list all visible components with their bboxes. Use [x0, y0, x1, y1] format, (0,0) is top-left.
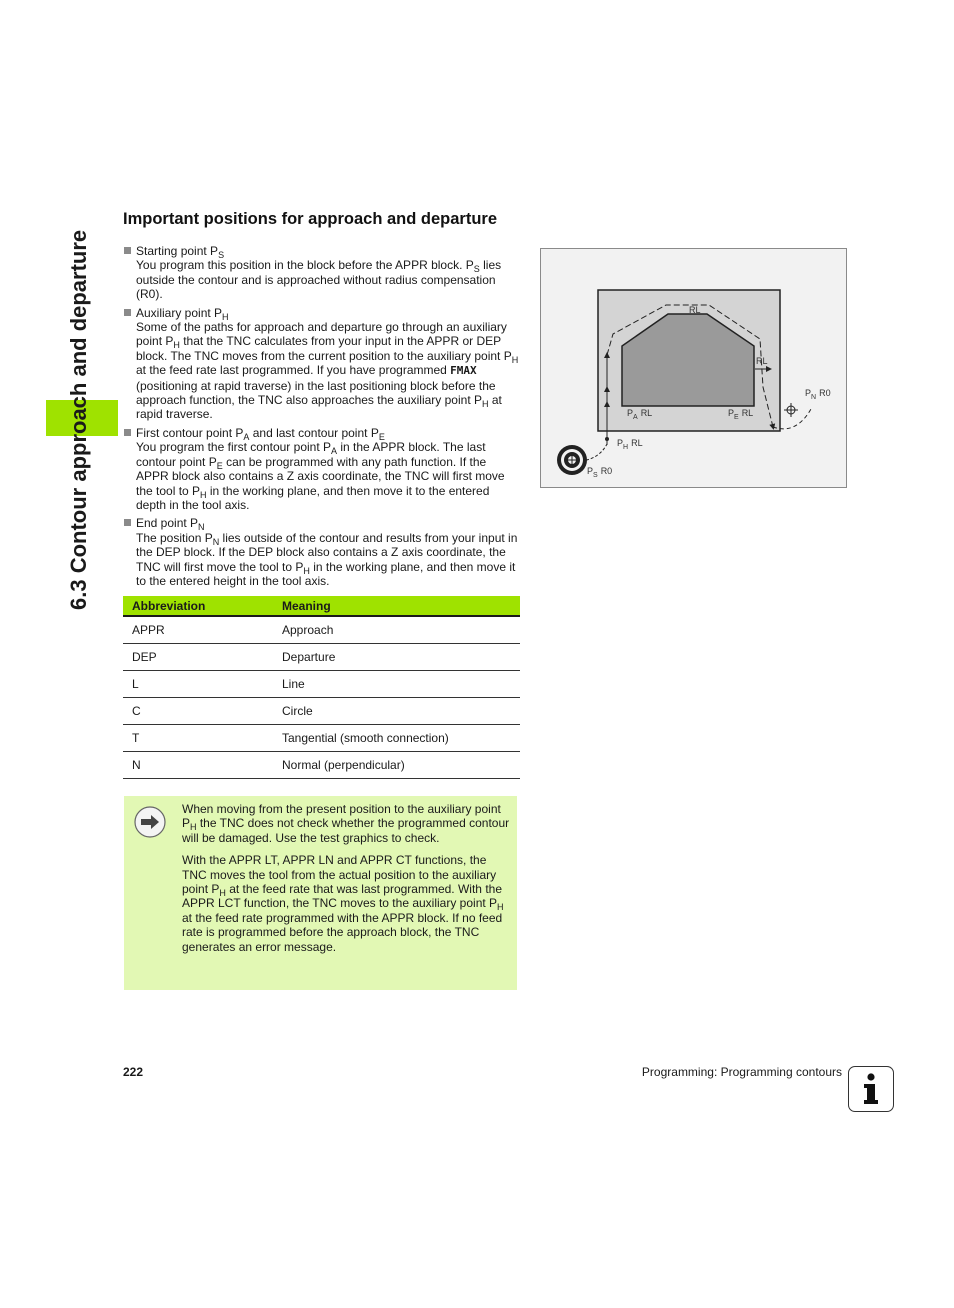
cell-meaning: Normal (perpendicular)	[273, 752, 520, 779]
page-number: 222	[123, 1065, 144, 1079]
crosshair-icon	[784, 403, 798, 417]
bullet-list	[123, 244, 519, 592]
running-title: Programming: Programming contours	[641, 1065, 842, 1079]
cell-abbreviation: APPR	[123, 616, 273, 644]
table-row	[123, 616, 520, 644]
section-heading: Important positions for approach and departure	[123, 210, 498, 228]
bullet-marker	[124, 309, 131, 316]
table-row	[123, 752, 520, 779]
approach-departure-diagram	[540, 248, 847, 488]
bullet-auxiliary-point	[123, 306, 519, 422]
abbreviation-table	[123, 596, 520, 779]
bullet-text: Some of the paths for approach and departure go through an auxiliary point $P_H$ that the TNC calculates from your input in the APPR or DEP block. The TNC moves from the current position to the auxiliary point $P_H$ at the feed rate last programmed. If you have programmed FMAX (positioning at rapid traverse) in the last positioning block before the approach function, the TNC also approaches the auxiliary point $P_H$ at rapid traverse.	[136, 320, 519, 422]
cell-meaning: Approach	[273, 616, 520, 644]
label-ph: $P_H$ RL	[617, 438, 643, 451]
label-pa: $P_A$ RL	[627, 408, 653, 421]
table-row	[123, 671, 520, 698]
cell-meaning: Departure	[273, 644, 520, 671]
bullet-label: First contour point $P_A$ and last contour point $P_E$	[136, 425, 385, 442]
arrow-right-icon	[134, 806, 166, 838]
table-row	[123, 644, 520, 671]
table-row	[123, 698, 520, 725]
bullet-starting-point	[123, 244, 519, 302]
cell-abbreviation: L	[123, 671, 273, 698]
milling-cutter-icon	[557, 445, 587, 475]
label-pe: $P_E$ RL	[728, 408, 754, 421]
info-glyph	[849, 1067, 893, 1111]
bullet-contour-points	[123, 426, 519, 512]
bullet-label: Auxiliary point $P_H$	[136, 305, 229, 322]
note-text	[182, 802, 512, 962]
table-row	[123, 725, 520, 752]
bullet-label: Starting point $P_S$	[136, 244, 225, 260]
cell-abbreviation: DEP	[123, 644, 273, 671]
note-paragraph: When moving from the present position to the auxiliary point $P_H$ the TNC does not check whether the programmed contour will be damaged. Use the test graphics to check.	[182, 802, 510, 845]
bullet-label: End point $P_N$	[136, 516, 205, 533]
cell-meaning: Line	[273, 671, 520, 698]
note-paragraph: With the APPR LT, APPR LN and APPR CT functions, the TNC moves the tool from the actual position to the auxiliary point $P_H$ at the feed rate that was last programmed. With the APPR LCT function, the TNC moves to the auxiliary point $P_H$ at the feed rate programmed with the APPR block. If no feed rate is programmed before the approach block, the TNC generates an error message.	[182, 853, 504, 954]
header-abbreviation: Abbreviation	[123, 596, 273, 616]
bullet-marker	[124, 519, 131, 526]
cell-abbreviation: C	[123, 698, 273, 725]
label-pn: $P_N$ R0	[805, 388, 831, 401]
code-fmax: FMAX	[450, 364, 477, 378]
info-icon[interactable]	[848, 1066, 894, 1112]
note-box	[124, 796, 517, 990]
bullet-text: You program the first contour point $P_A$ in the APPR block. The last contour point $P_E$ can be programmed with any path function. If the APPR block also contains a Z axis coordinate, the TNC will first move the tool to $P_H$ in the working plane, and then move it to the entered depth in the tool axis.	[136, 440, 505, 512]
bullet-marker	[124, 247, 131, 254]
label-rl-right: RL	[756, 356, 768, 366]
cell-meaning: Circle	[273, 698, 520, 725]
cell-meaning: Tangential (smooth connection)	[273, 725, 520, 752]
cell-abbreviation: N	[123, 752, 273, 779]
bullet-text: The position $P_N$ lies outside of the contour and results from your input in the DEP block. If the DEP block also contains a Z axis coordinate, the TNC will first move the tool to $P_H$ in the working plane, and then move it to the entered height in the tool axis.	[136, 530, 518, 588]
bullet-marker	[124, 429, 131, 436]
bullet-text: You program this position in the block before the APPR block. $P_S$ lies outside the contour and is approached without radius compensation (R0).	[136, 258, 502, 302]
table-header-row	[123, 596, 520, 616]
bullet-end-point	[123, 516, 519, 588]
chapter-title: 6.3 Contour approach and departure	[66, 229, 91, 610]
label-ps: $P_S$ R0	[587, 466, 613, 479]
point-ph	[605, 437, 609, 441]
label-rl-top: RL	[689, 305, 701, 315]
header-meaning: Meaning	[273, 596, 520, 616]
cell-abbreviation: T	[123, 725, 273, 752]
